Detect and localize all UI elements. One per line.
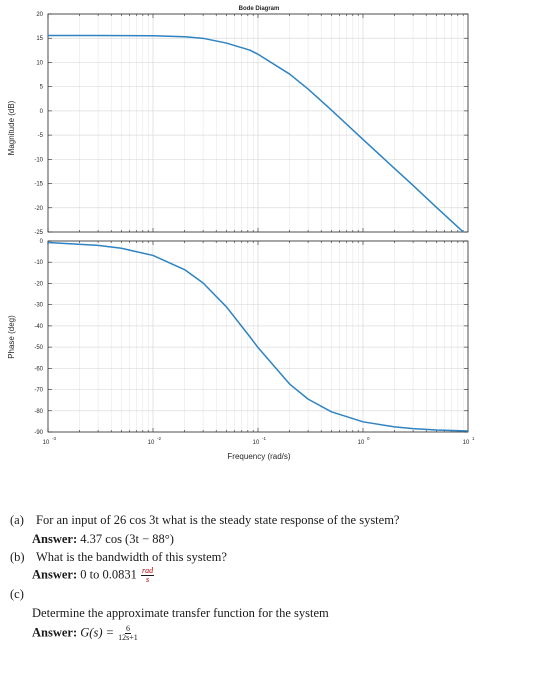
answer-b-unit-den: s bbox=[146, 575, 150, 584]
answer-b-label: Answer: bbox=[32, 567, 78, 582]
answer-b-unit-num: rad bbox=[142, 566, 154, 575]
question-b-text: What is the bandwidth of this system? bbox=[36, 550, 227, 564]
phase-y-tick-label: -50 bbox=[34, 345, 43, 352]
question-b bbox=[10, 550, 227, 565]
question-section bbox=[0, 470, 559, 700]
answer-a bbox=[10, 532, 174, 547]
phase-y-tick-label: -40 bbox=[34, 323, 43, 330]
phase-y-tick-label: -70 bbox=[34, 387, 43, 394]
phase-plot bbox=[34, 239, 475, 446]
magnitude-y-tick-label: -25 bbox=[34, 230, 43, 236]
phase-y-tick-label: -30 bbox=[34, 302, 43, 309]
question-c bbox=[10, 606, 329, 621]
magnitude-y-tick-label: -15 bbox=[34, 181, 43, 188]
phase-x-tick-label: 10 bbox=[252, 440, 260, 446]
magnitude-y-tick-label: 15 bbox=[36, 36, 43, 43]
magnitude-y-tick-label: 20 bbox=[36, 12, 43, 18]
phase-x-tick-label: 10 bbox=[357, 440, 365, 446]
phase-y-tick-label: 0 bbox=[39, 239, 43, 245]
magnitude-y-tick-label: -5 bbox=[37, 133, 43, 140]
phase-y-tick-label: -60 bbox=[34, 366, 43, 373]
answer-c-value: G(s) = bbox=[80, 625, 115, 640]
answer-b-value: 0 to 0.0831 bbox=[80, 567, 137, 582]
question-a bbox=[10, 513, 399, 528]
question-a-text: For an input of 26 cos 3t what is the steady state response of the system? bbox=[36, 513, 400, 527]
phase-x-tick-exponent: 1 bbox=[472, 436, 475, 441]
phase-x-tick-label: 10 bbox=[147, 440, 155, 446]
phase-y-tick-label: -10 bbox=[34, 260, 43, 267]
magnitude-y-tick-label: 5 bbox=[39, 84, 43, 91]
phase-x-tick-exponent: 0 bbox=[367, 436, 370, 441]
magnitude-y-tick-label: 10 bbox=[36, 60, 43, 67]
magnitude-axis-label: Magnitude (dB) bbox=[7, 100, 16, 156]
answer-b-unit bbox=[141, 567, 154, 584]
phase-axis-label: Phase (deg) bbox=[7, 315, 16, 359]
question-a-label: (a) bbox=[10, 513, 24, 527]
answer-b bbox=[10, 567, 155, 584]
transfer-function-den: 12s+1 bbox=[118, 633, 138, 642]
frequency-axis-label: Frequency (rad/s) bbox=[227, 452, 291, 461]
chart-title: Bode Diagram bbox=[238, 6, 280, 12]
answer-a-label: Answer: bbox=[32, 532, 78, 546]
answer-c bbox=[10, 625, 139, 642]
answer-c-label: Answer: bbox=[32, 625, 78, 640]
phase-x-tick-exponent: -3 bbox=[52, 436, 57, 441]
phase-x-tick-exponent: -1 bbox=[262, 436, 267, 441]
phase-x-tick-label: 10 bbox=[42, 440, 50, 446]
transfer-function-num: 6 bbox=[125, 624, 130, 633]
question-c-label: (c) bbox=[10, 587, 24, 601]
question-c-text: Determine the approximate transfer function for the system bbox=[32, 606, 329, 620]
phase-y-tick-label: -90 bbox=[34, 430, 43, 436]
transfer-function bbox=[118, 625, 138, 642]
phase-x-tick-label: 10 bbox=[462, 440, 470, 446]
question-c-label-line bbox=[10, 587, 36, 602]
magnitude-y-tick-label: -20 bbox=[34, 205, 43, 212]
phase-x-tick-exponent: -2 bbox=[157, 436, 162, 441]
question-b-label: (b) bbox=[10, 550, 25, 564]
magnitude-plot bbox=[34, 12, 468, 236]
answer-a-value: 4.37 cos (3t − 88°) bbox=[80, 532, 174, 546]
phase-y-tick-label: -20 bbox=[34, 281, 43, 288]
magnitude-y-tick-label: -10 bbox=[34, 157, 43, 164]
magnitude-y-tick-label: 0 bbox=[39, 108, 43, 115]
phase-y-tick-label: -80 bbox=[34, 408, 43, 415]
